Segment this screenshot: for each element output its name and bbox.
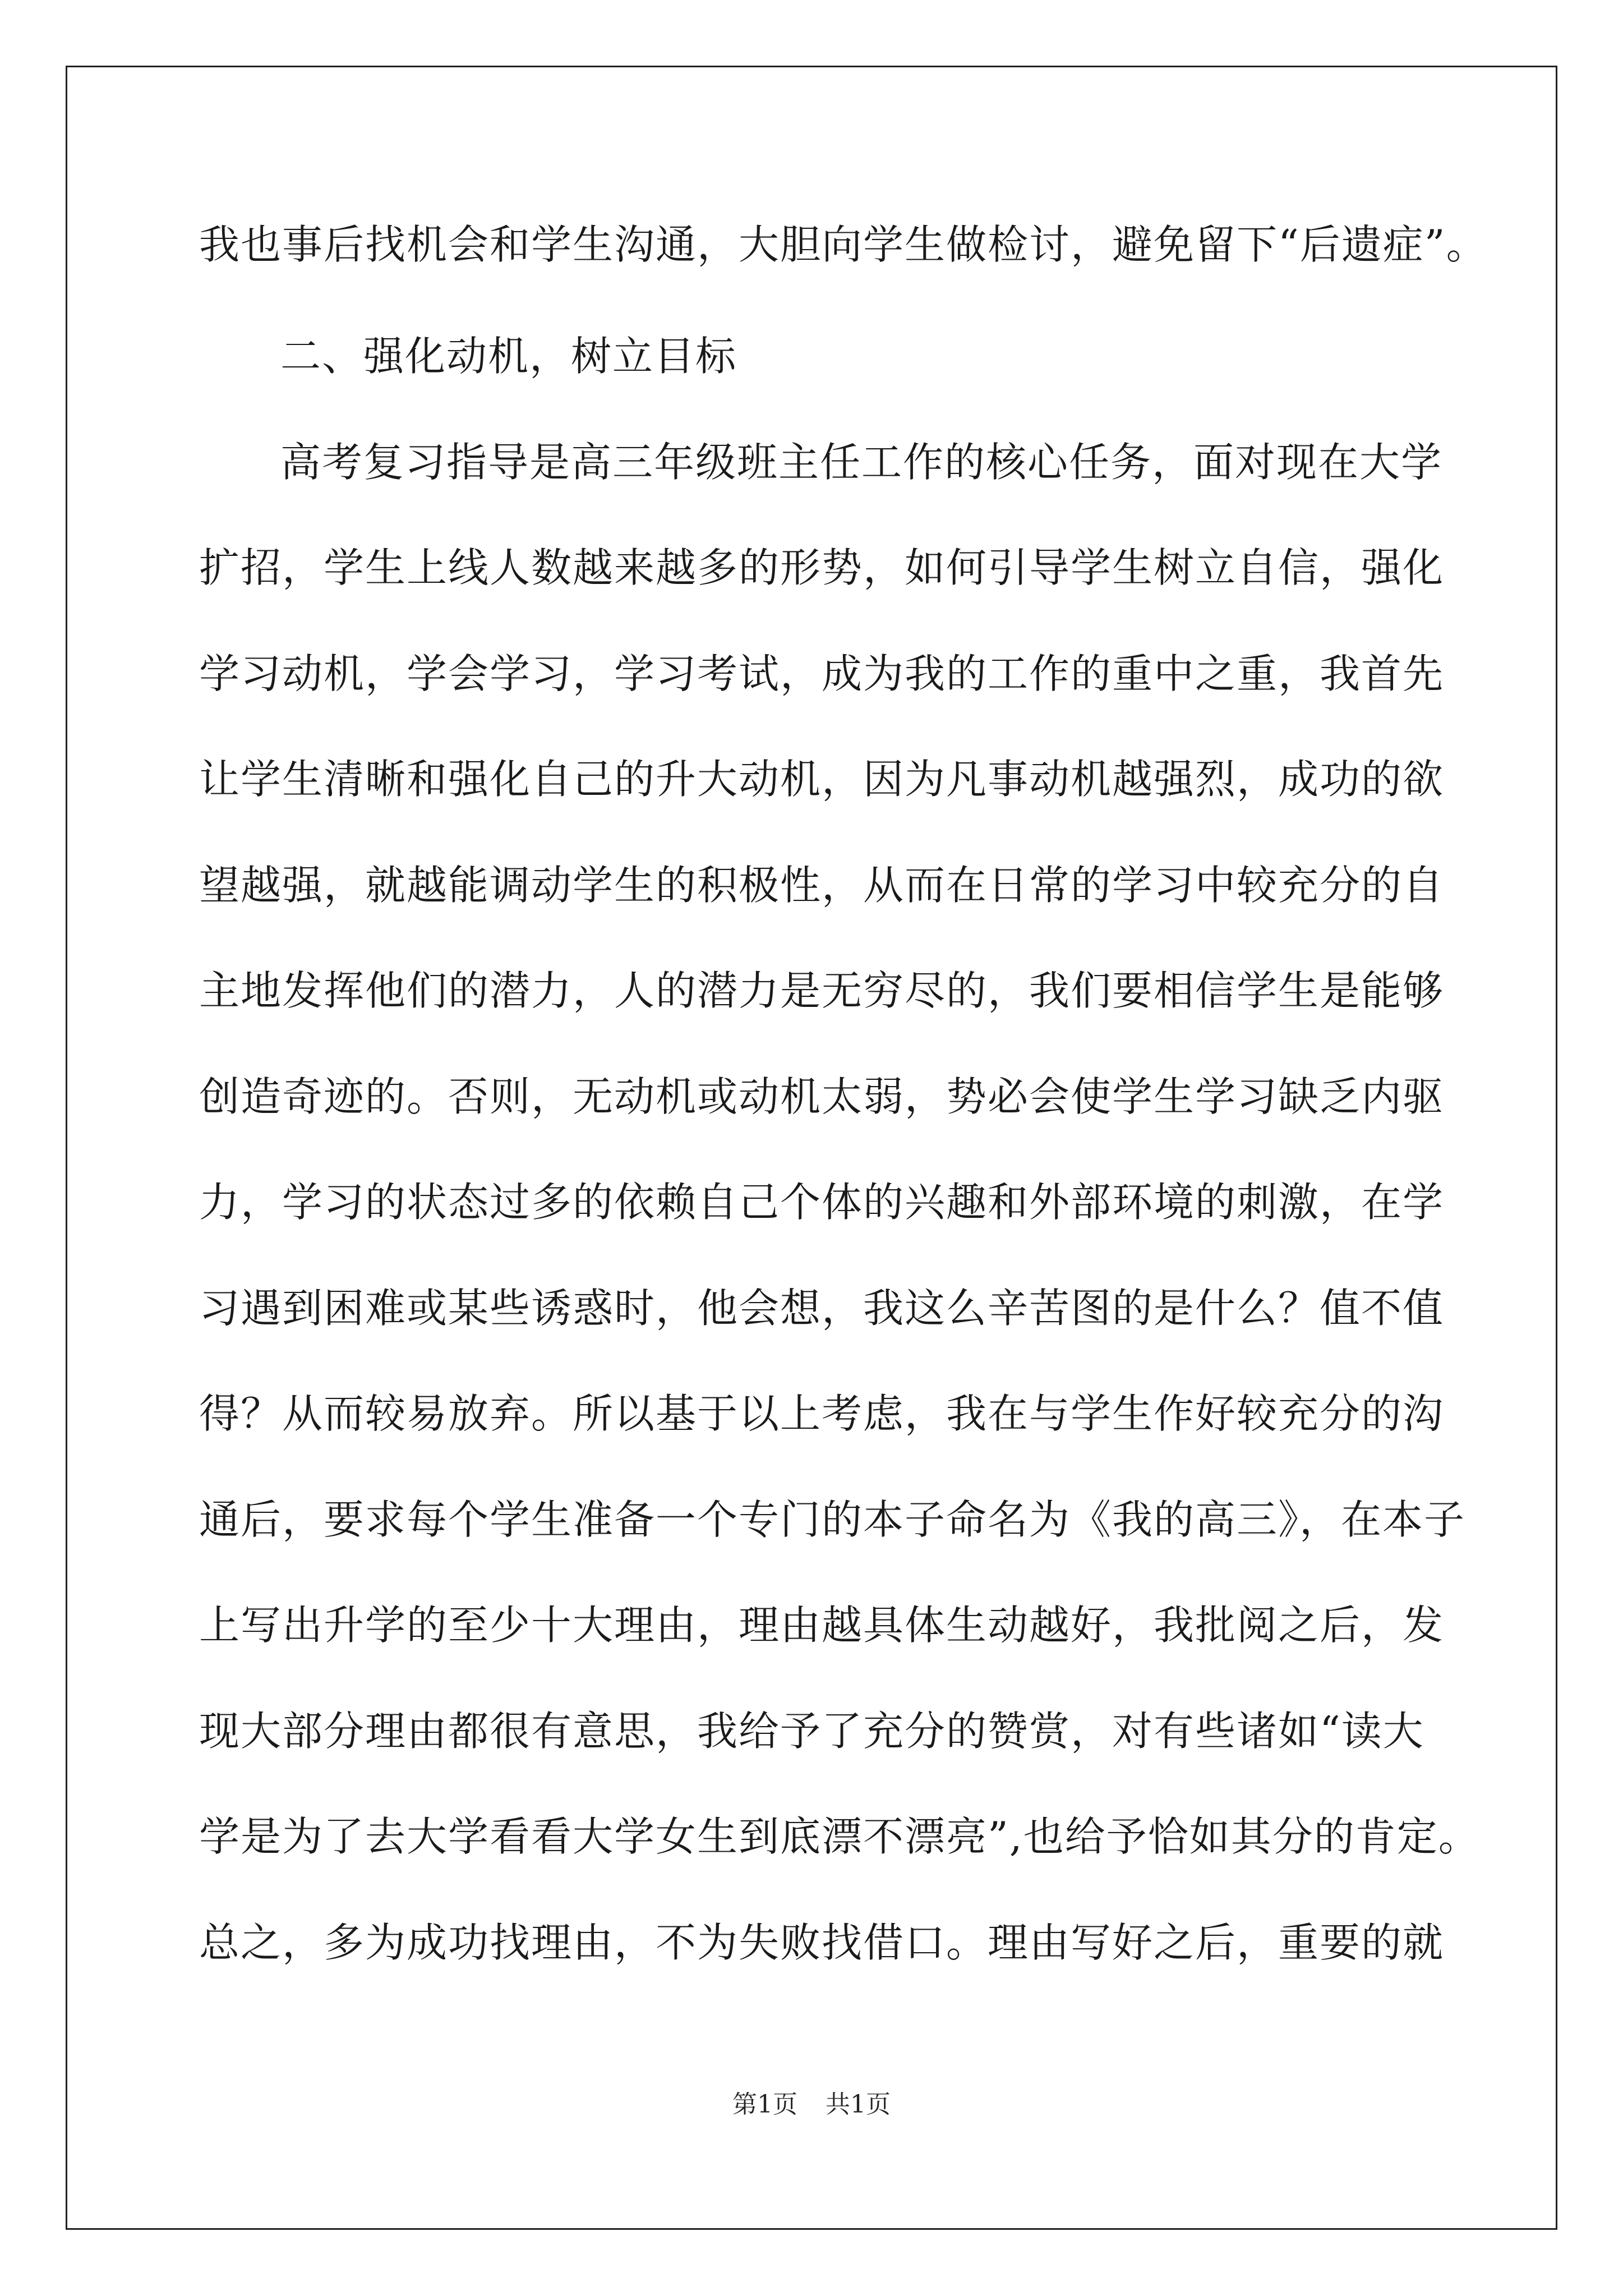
- body-line-11: 习遇到困难或某些诱惑时，他会想，我这么辛苦图的是什么？值不值: [199, 1285, 1445, 1332]
- body-line-3: 高考复习指导是高三年级班主任工作的核心任务，面对现在大学: [280, 439, 1443, 486]
- body-line-4: 扩招，学生上线人数越来越多的形势，如何引导学生树立自信，强化: [199, 544, 1445, 591]
- body-line-7: 望越强，就越能调动学生的积极性，从而在日常的学习中较充分的自: [199, 862, 1445, 909]
- body-line-6: 让学生清晰和强化自己的升大动机，因为凡事动机越强烈，成功的欲: [199, 756, 1445, 803]
- body-line-16: 学是为了去大学看看大学女生到底漂不漂亮”,也给予恰如其分的肯定。: [199, 1813, 1480, 1860]
- body-line-17: 总之，多为成功找理由，不为失败找借口。理由写好之后，重要的就: [199, 1919, 1445, 1966]
- body-line-5: 学习动机，学会学习，学习考试，成为我的工作的重中之重，我首先: [199, 650, 1445, 697]
- page-border: [66, 66, 1557, 2230]
- page-total: 共1页: [826, 2090, 891, 2119]
- body-line-9: 创造奇迹的。否则，无动机或动机太弱，势必会使学生学习缺乏内驱: [199, 1073, 1445, 1120]
- body-line-1: 我也事后找机会和学生沟通，大胆向学生做检讨，避免留下“后遗症”。: [199, 221, 1488, 268]
- body-line-8: 主地发挥他们的潜力，人的潜力是无穷尽的，我们要相信学生是能够: [199, 967, 1445, 1014]
- body-line-13: 通后，要求每个学生准备一个专门的本子命名为《我的高三》，在本子: [199, 1496, 1466, 1543]
- body-line-12: 得？从而较易放弃。所以基于以上考虑，我在与学生作好较充分的沟: [199, 1390, 1445, 1437]
- section-heading: 二、强化动机，树立目标: [280, 333, 737, 380]
- page-number: 第1页: [732, 2090, 797, 2119]
- body-line-14: 上写出升学的至少十大理由，理由越具体生动越好，我批阅之后，发: [199, 1602, 1445, 1649]
- page-footer: [0, 2088, 1623, 2122]
- body-line-15: 现大部分理由都很有意思，我给予了充分的赞赏，对有些诸如“读大: [199, 1708, 1424, 1755]
- body-line-10: 力，学习的状态过多的依赖自己个体的兴趣和外部环境的刺激，在学: [199, 1179, 1445, 1226]
